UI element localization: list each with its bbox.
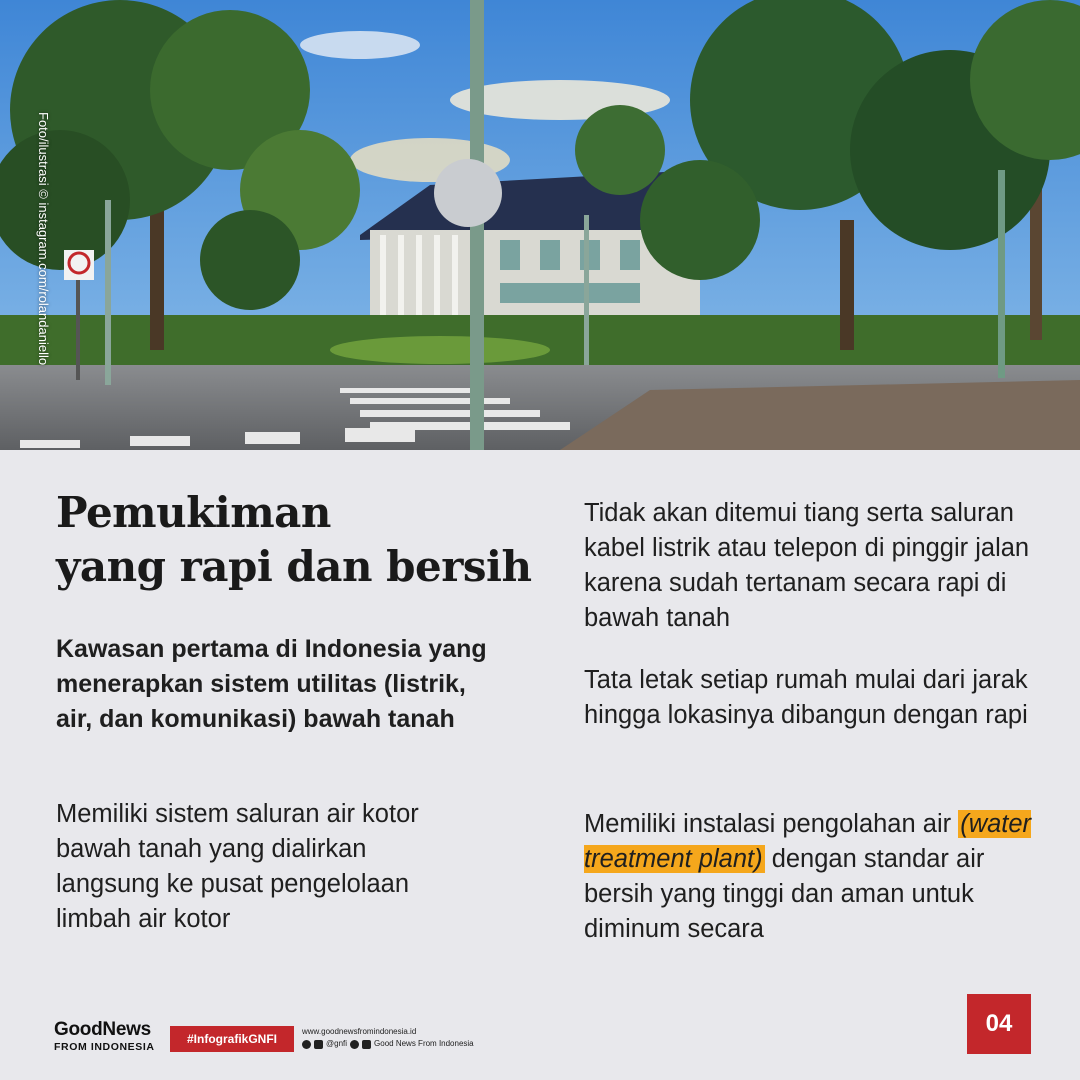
gnfi-logo	[54, 1020, 174, 1054]
title-line-2: yang rapi dan bersih	[56, 542, 532, 591]
instagram-icon[interactable]	[302, 1040, 311, 1049]
highlight-term: water treatment plant	[584, 810, 1032, 873]
twitter-icon[interactable]	[314, 1040, 323, 1049]
water-treatment-paragraph	[584, 807, 1054, 947]
social-name: Good News From Indonesia	[374, 1039, 474, 1048]
website-row	[302, 1026, 502, 1038]
water-treatment-text-after: dengan standar air bersih yang tinggi dan aman untuk diminum secara	[584, 845, 985, 943]
page-title	[56, 486, 556, 594]
water-treatment-text-before: Memiliki instalasi pengolahan air	[584, 810, 959, 838]
underground-cable-paragraph: Tidak akan ditemui tiang serta saluran kabel listrik atau telepon di pinggir jalan karena sudah tertanam secara rapi di bawah tanah	[584, 499, 1030, 632]
lead-statement: Kawasan pertama di Indonesia yang menerapkan sistem utilitas (listrik, air, dan komunikasi) bawah tanah	[56, 635, 487, 733]
website-link[interactable]: www.goodnewsfromindonesia.id	[302, 1027, 417, 1036]
social-handle: @gnfi	[326, 1039, 348, 1048]
title-line-1: Pemukiman	[56, 488, 331, 537]
campus-photo-illustration	[0, 0, 1080, 450]
facebook-icon[interactable]	[350, 1040, 359, 1049]
hashtag-badge: #InfografikGNFI	[170, 1026, 294, 1052]
sewage-paragraph: Memiliki sistem saluran air kotor bawah tanah yang dialirkan langsung ke pusat pengelolaan limbah air kotor	[56, 800, 419, 933]
highlight-open-paren: (	[960, 810, 969, 838]
photo-credit: Foto/ilustrasi © instagram.com/rolandaniello	[36, 112, 51, 366]
social-row	[302, 1038, 502, 1050]
brand-tagline: FROM INDONESIA	[54, 1041, 155, 1053]
brand-name: GoodNews	[54, 1019, 151, 1040]
page-number-badge: 04	[967, 994, 1031, 1054]
youtube-icon[interactable]	[362, 1040, 371, 1049]
contact-info	[302, 1026, 502, 1050]
header-photo	[0, 0, 1080, 450]
house-layout-paragraph: Tata letak setiap rumah mulai dari jarak hingga lokasinya dibangun dengan rapi	[584, 666, 1028, 729]
highlight-close-paren: )	[754, 845, 763, 873]
